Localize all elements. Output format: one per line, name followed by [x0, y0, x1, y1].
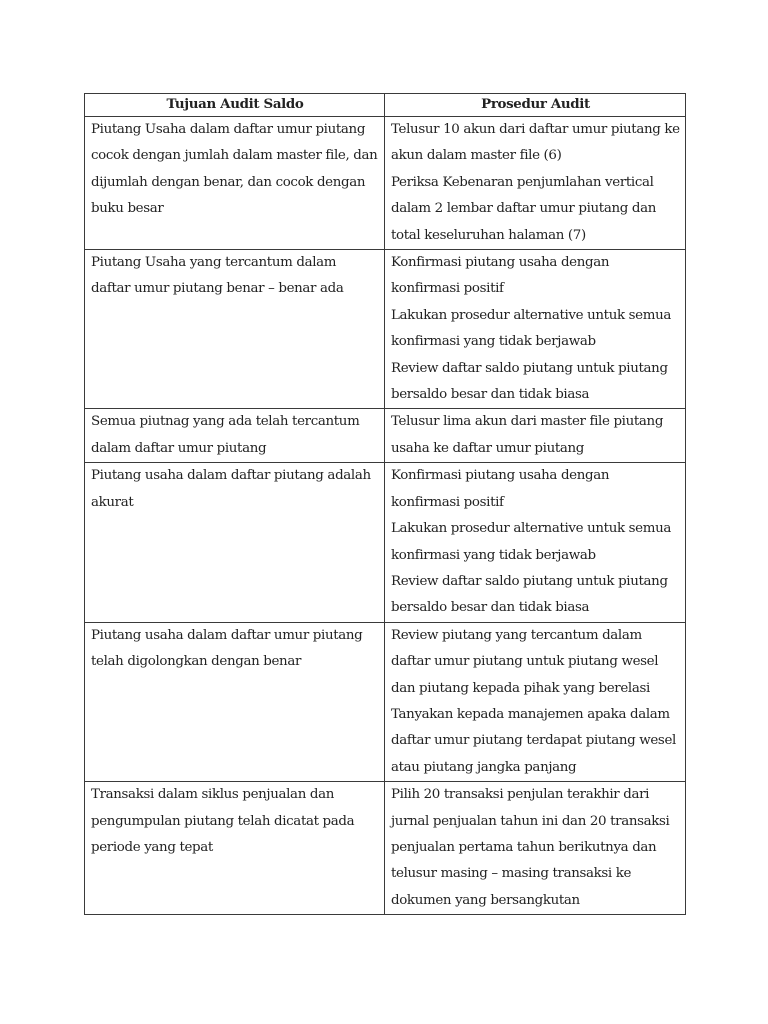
tujuan-cell: Semua piutnag yang ada telah tercantum dalam daftar umur piutang — [85, 409, 385, 463]
tujuan-cell: Piutang Usaha dalam daftar umur piutang cocok dengan jumlah dalam master file, dan dijumlah dengan benar, dan cocok dengan buku besar — [85, 117, 385, 250]
table-row — [85, 782, 686, 915]
procedure-item: Pilih 20 transaksi penjulan terakhir dari jurnal penjualan tahun ini dan 20 transaksi penjualan pertama tahun berikutnya dan telusur masing – masing transaksi ke dokumen yang bersangkutan — [391, 787, 670, 908]
procedure-item: Telusur 10 akun dari daftar umur piutang ke akun dalam master file (6) — [391, 122, 680, 164]
procedure-item: Tanyakan kepada manajemen apaka dalam daftar umur piutang terdapat piutang wesel atau piutang jangka panjang — [391, 706, 676, 775]
tujuan-cell: Piutang usaha dalam daftar umur piutang telah digolongkan dengan benar — [85, 622, 385, 781]
prosedur-cell — [385, 117, 686, 250]
header-tujuan: Tujuan Audit Saldo — [85, 94, 385, 117]
prosedur-cell — [385, 463, 686, 622]
table-row — [85, 117, 686, 250]
procedure-item: Review daftar saldo piutang untuk piutang bersaldo besar dan tidak biasa — [391, 360, 668, 403]
procedure-item: Konfirmasi piutang usaha dengan konfirmasi positif — [391, 468, 610, 510]
prosedur-cell — [385, 250, 686, 409]
procedure-item: Periksa Kebenaran penjumlahan vertical dalam 2 lembar daftar umur piutang dan total keseluruhan halaman (7) — [391, 174, 656, 243]
tujuan-cell: Piutang usaha dalam daftar piutang adalah akurat — [85, 463, 385, 622]
table-header-row — [85, 94, 686, 117]
table-row — [85, 250, 686, 409]
audit-table — [84, 93, 686, 915]
header-prosedur: Prosedur Audit — [385, 94, 686, 117]
procedure-item: Lakukan prosedur alternative untuk semua konfirmasi yang tidak berjawab — [391, 521, 671, 563]
table-row — [85, 463, 686, 622]
prosedur-cell — [385, 409, 686, 463]
prosedur-cell — [385, 782, 686, 915]
procedure-item: Review daftar saldo piutang untuk piutang bersaldo besar dan tidak biasa — [391, 573, 668, 616]
procedure-item: Konfirmasi piutang usaha dengan konfirmasi positif — [391, 255, 610, 297]
procedure-item: Telusur lima akun dari master file piutang usaha ke daftar umur piutang — [391, 414, 664, 456]
prosedur-cell — [385, 622, 686, 781]
tujuan-cell: Piutang Usaha yang tercantum dalam daftar umur piutang benar – benar ada — [85, 250, 385, 409]
procedure-item: Review piutang yang tercantum dalam daftar umur piutang untuk piutang wesel dan piutang kepada pihak yang berelasi — [391, 627, 659, 696]
table-row — [85, 622, 686, 781]
tujuan-cell: Transaksi dalam siklus penjualan dan pengumpulan piutang telah dicatat pada periode yang tepat — [85, 782, 385, 915]
table-row — [85, 409, 686, 463]
procedure-item: Lakukan prosedur alternative untuk semua konfirmasi yang tidak berjawab — [391, 307, 671, 350]
